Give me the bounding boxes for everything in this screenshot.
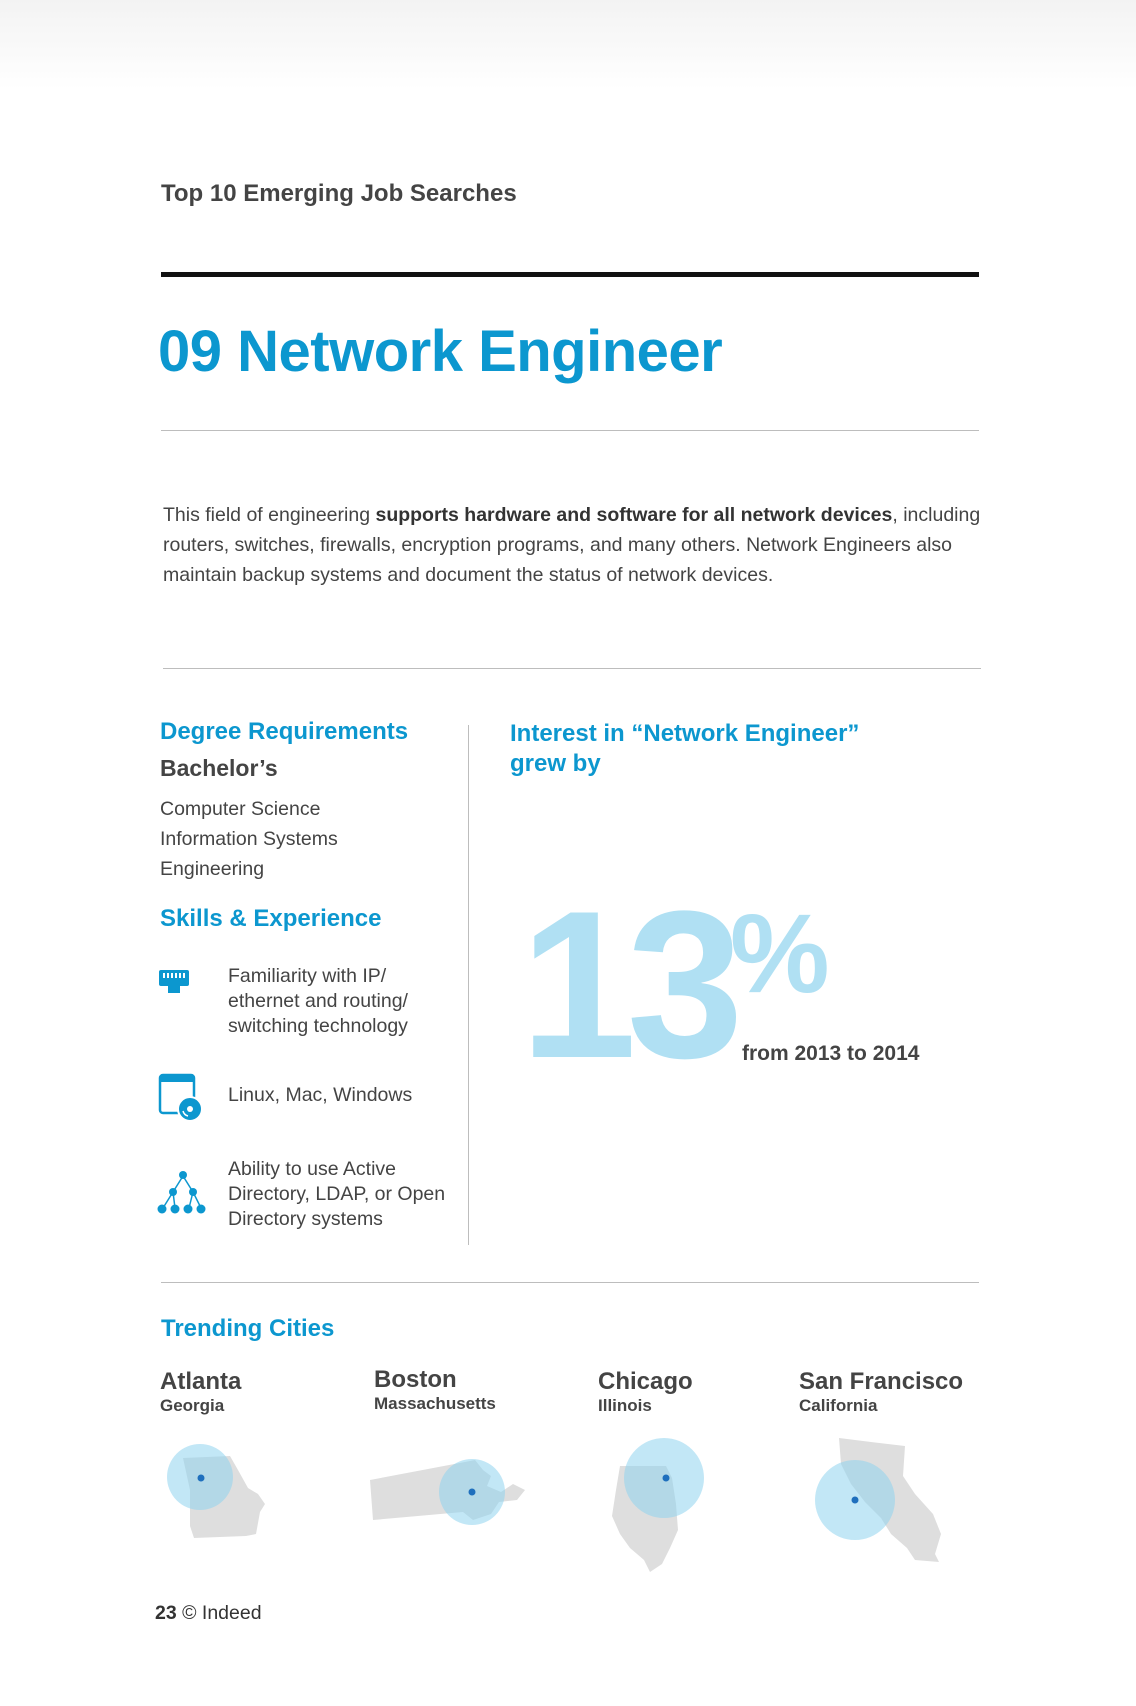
page-title: 09 Network Engineer — [158, 319, 723, 384]
city-name: Atlanta — [160, 1368, 242, 1395]
degree-field: Engineering — [160, 858, 265, 880]
degree-fields — [160, 794, 338, 884]
california-map — [815, 1430, 955, 1590]
degree-heading: Degree Requirements — [160, 718, 409, 745]
skill-item-os — [228, 1083, 468, 1108]
skill-line: Directory systems — [228, 1208, 383, 1230]
growth-value: 13 — [520, 867, 734, 1102]
city-san-francisco — [799, 1368, 963, 1416]
skill-line: Familiarity with IP/ — [228, 965, 387, 987]
growth-period: from 2013 to 2014 — [742, 1042, 920, 1065]
skill-item-directory — [228, 1157, 478, 1232]
intro-text: This field of engineering — [163, 504, 376, 526]
city-chicago — [598, 1368, 693, 1416]
page-number: 23 — [155, 1602, 177, 1624]
city-boston — [374, 1366, 496, 1414]
georgia-map — [150, 1430, 290, 1560]
column-divider — [468, 725, 469, 1245]
city-name: Chicago — [598, 1368, 693, 1395]
divider — [161, 1282, 979, 1283]
ethernet-port-icon — [155, 960, 211, 1016]
city-name: San Francisco — [799, 1368, 964, 1395]
degree-field: Information Systems — [160, 828, 338, 850]
illinois-map — [600, 1430, 720, 1590]
city-name: Boston — [374, 1366, 457, 1393]
city-state: California — [799, 1396, 878, 1415]
skill-line: Directory, LDAP, or Open — [228, 1183, 446, 1205]
section-label: Top 10 Emerging Job Searches — [161, 180, 517, 207]
massachusetts-map — [365, 1430, 545, 1560]
city-state: Massachusetts — [374, 1394, 496, 1413]
divider — [161, 430, 979, 431]
footer — [155, 1602, 262, 1625]
intro-text-end: , including routers, switches, firewalls, encryption programs, and many others. Network Engineers also maintain backup systems and document the status of network devices. — [163, 504, 981, 586]
title-rule — [161, 272, 979, 277]
city-atlanta — [160, 1368, 241, 1416]
skill-line: switching technology — [228, 1015, 408, 1037]
directory-tree-icon — [155, 1168, 211, 1224]
city-state: Georgia — [160, 1396, 225, 1415]
skill-line: Linux, Mac, Windows — [228, 1084, 413, 1106]
city-state: Illinois — [598, 1396, 652, 1415]
os-disc-icon — [155, 1072, 211, 1128]
skill-line: ethernet and routing/ — [228, 990, 408, 1012]
growth-percent-sign: % — [730, 891, 830, 1016]
skill-line: Ability to use Active — [228, 1158, 396, 1180]
interest-heading-line: Interest in “Network Engineer” — [510, 720, 860, 747]
interest-heading-line: grew by — [510, 750, 601, 777]
degree-level: Bachelor’s — [160, 755, 278, 781]
skills-heading: Skills & Experience — [160, 905, 382, 932]
copyright: © Indeed — [182, 1602, 262, 1624]
skill-item-networking — [228, 964, 468, 1039]
interest-heading — [510, 719, 859, 779]
intro-bold-text: supports hardware and software for all network devices — [375, 504, 893, 526]
trending-heading: Trending Cities — [161, 1315, 335, 1342]
top-shade — [0, 0, 1136, 90]
degree-field: Computer Science — [160, 798, 321, 820]
intro-paragraph — [163, 500, 993, 590]
divider — [163, 668, 981, 669]
